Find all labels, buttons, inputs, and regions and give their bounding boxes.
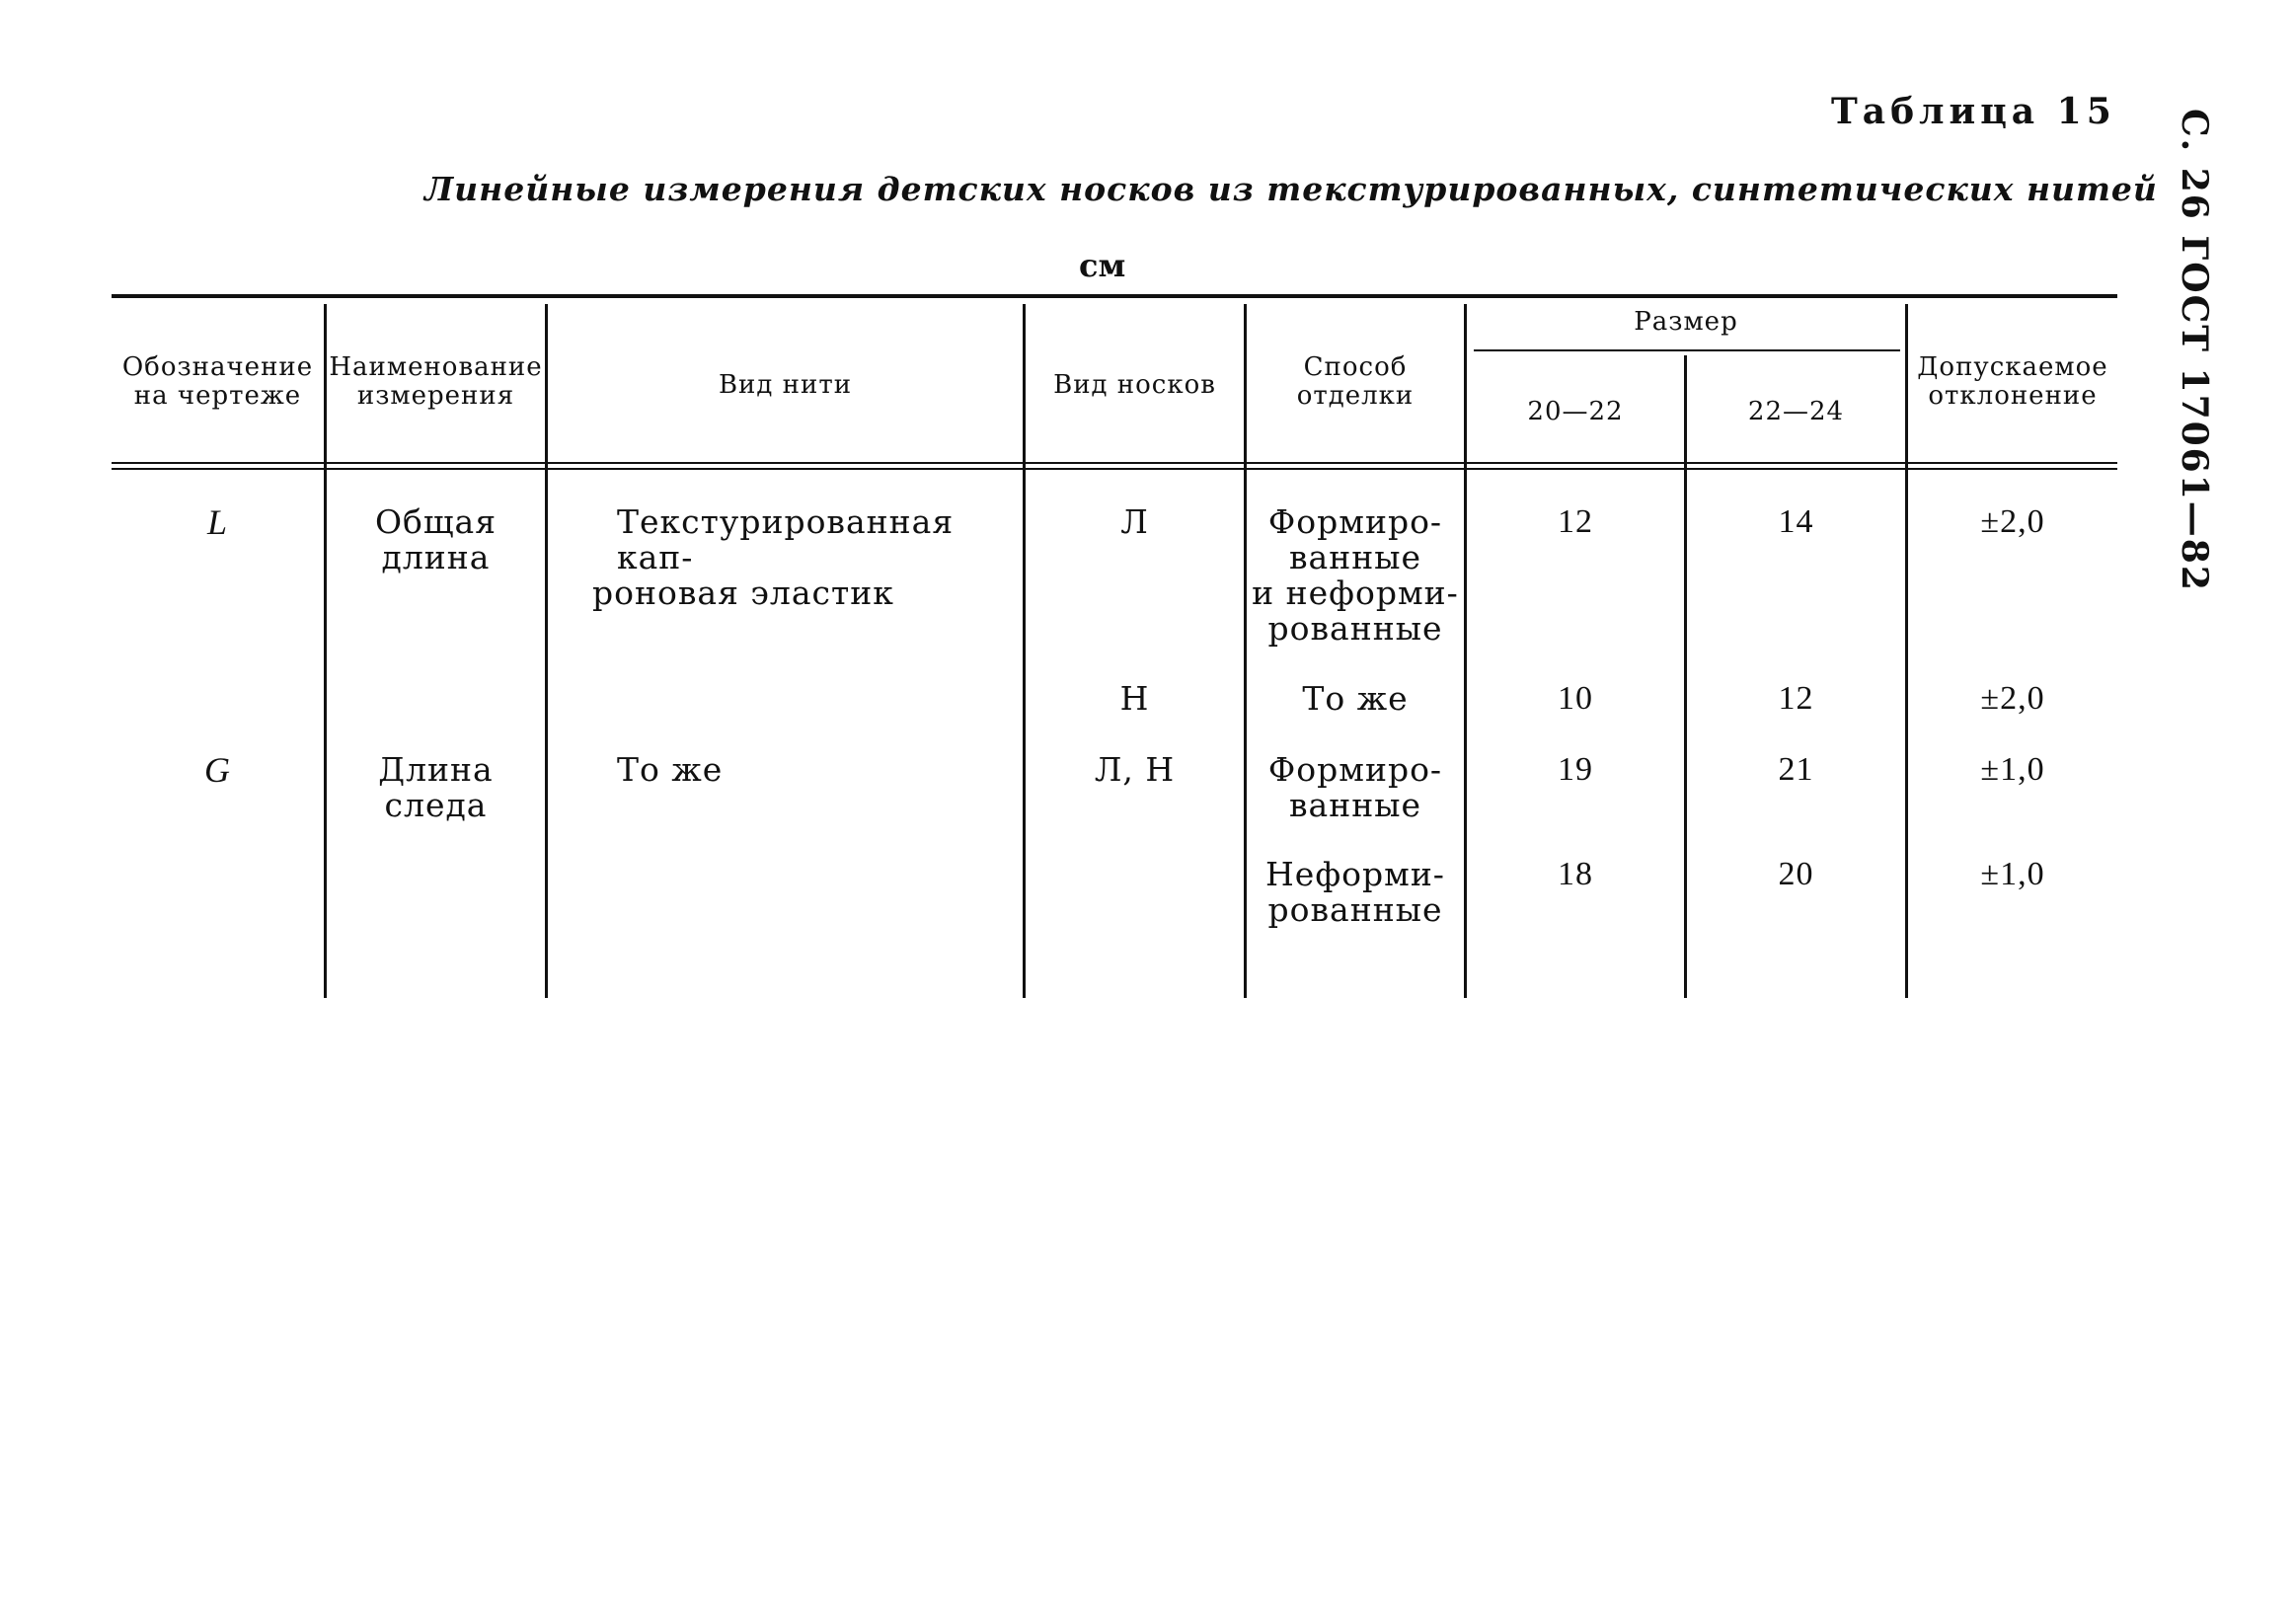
header-thread: Вид нити (718, 370, 853, 400)
finish-cell: Формиро- ванные и неформи- рованные (1252, 502, 1459, 648)
measurement-cell: Общая длина (374, 502, 497, 576)
column-divider (545, 304, 548, 998)
measurement-cell: Длина следа (378, 750, 494, 824)
size1-cell: 18 (1558, 856, 1593, 892)
socks-cell: Н (1119, 679, 1150, 718)
thread-cell: То же (617, 750, 724, 789)
column-divider (1023, 304, 1026, 998)
designation-cell: G (204, 750, 231, 790)
header-size-2: 22—24 (1747, 397, 1845, 426)
size1-cell: 19 (1558, 751, 1593, 788)
size2-cell: 14 (1778, 503, 1814, 540)
header-measurement: Наименование измерения (329, 352, 543, 411)
table-top-rule (112, 294, 2117, 298)
tolerance-cell: ±2,0 (1980, 503, 2045, 540)
size1-cell: 12 (1558, 503, 1593, 540)
size2-cell: 12 (1778, 680, 1814, 717)
finish-cell: Неформи- рованные (1265, 855, 1445, 929)
header-bottom-rule-2 (112, 468, 2117, 470)
table-title: Линейные измерения детских носков из текстурированных, синтетических нитей (424, 170, 2158, 208)
designation-cell: L (206, 502, 229, 542)
header-designation: Обозначение на чертеже (121, 352, 314, 411)
column-divider (1684, 355, 1687, 998)
header-finish: Способ отделки (1296, 352, 1415, 411)
size2-cell: 20 (1778, 856, 1814, 892)
socks-cell: Л, Н (1094, 750, 1176, 789)
finish-cell: То же (1302, 679, 1409, 718)
table-label: Таблица 15 (1831, 91, 2116, 132)
socks-cell: Л (1120, 502, 1149, 541)
header-tolerance: Допускаемое отклонение (1917, 352, 2108, 411)
page-reference-text: С. 26 ГОСТ 17061—82 (2174, 109, 2215, 592)
finish-cell: Формиро- ванные (1267, 750, 1443, 824)
tolerance-cell: ±2,0 (1980, 680, 2045, 717)
header-bottom-rule (112, 462, 2117, 464)
size1-cell: 10 (1558, 680, 1593, 717)
header-socks: Вид носков (1053, 370, 1216, 400)
unit-label: см (1079, 247, 1126, 284)
size-group-rule (1474, 349, 1900, 351)
header-size: Размер (1634, 307, 1738, 337)
thread-cell: Текстурированная кап- роновая эластик (592, 502, 955, 612)
tolerance-cell: ±1,0 (1980, 751, 2045, 788)
page-reference (2168, 109, 2227, 592)
header-size-1: 20—22 (1527, 397, 1624, 426)
size2-cell: 21 (1778, 751, 1814, 788)
tolerance-cell: ±1,0 (1980, 856, 2045, 892)
